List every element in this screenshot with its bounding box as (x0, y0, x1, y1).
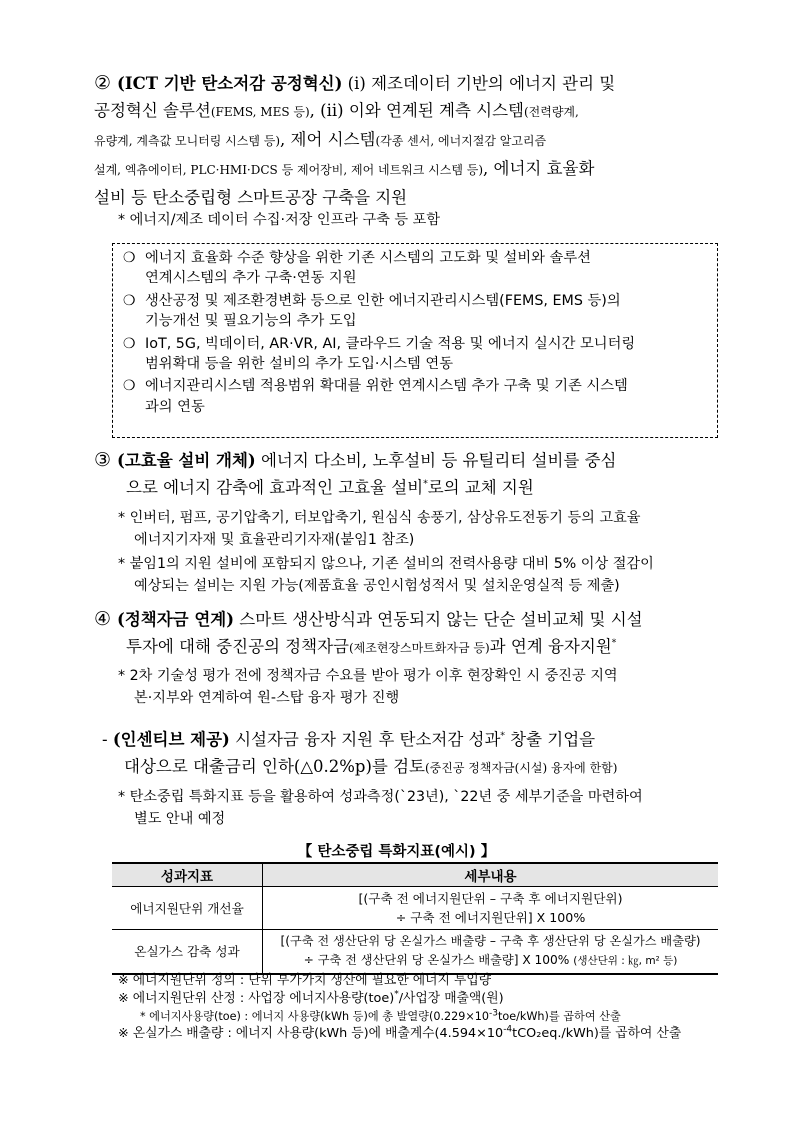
incentive-line2: 대상으로 대출금리 인하(△0.2%p)를 검토 (124, 757, 425, 776)
incentive-line1-end: 창출 기업을 (510, 730, 596, 749)
footnote-1: ※ 에너지원단위 정의 : 단위 부가가치 생산에 필요한 에너지 투입량 (118, 973, 492, 988)
item-3-section (94, 447, 718, 501)
footnote-4-b: tCO₂eq./kWh)를 곱하여 산출 (512, 1026, 682, 1041)
footnote-2-a: ※ 에너지원단위 산정 : 사업장 에너지사용량(toe) (118, 991, 395, 1006)
footnote-3-a: * 에너지사용량(toe) : 에너지 사용량(kWh 등)에 총 발열량(0.229×10 (140, 1010, 489, 1023)
item-2-line3-small: 유량계, 계측값 모니터링 시스템 등) (94, 134, 281, 148)
item-3-line2: 으로 에너지 감축에 효과적인 고효율 설비 (126, 478, 424, 497)
table-header: 세부내용 (263, 863, 719, 887)
item-2-line2-small: (FEMS, MES 등) (210, 105, 310, 119)
table-row (112, 887, 718, 930)
footnote-2 (118, 990, 504, 1007)
item-4-line2: 투자에 대해 중진공의 정책자금 (126, 637, 349, 656)
box-item (123, 376, 709, 417)
item-4-line2-rest: 과 연계 융자지원 (489, 637, 612, 656)
incentive-note (118, 787, 722, 830)
footnote-2-sup: * (394, 989, 399, 1000)
footnote-2-b: /사업장 매출액(원) (398, 991, 504, 1006)
item-2-line5: 설비 등 탄소중립형 스마트공장 구축을 지원 (94, 188, 408, 207)
incentive-footnote-mark: * (500, 731, 505, 742)
item-2-line3-rest: , 제어 시스템 (280, 130, 376, 149)
box-item-text: 범위확대 등을 위한 설비의 추가 도입·시스템 연동 (145, 355, 454, 372)
detail-line (263, 951, 718, 971)
footnote-4-a: ※ 온실가스 배출량 : 에너지 사용량(kWh 등)에 배출계수(4.594×10 (118, 1026, 504, 1041)
detail-line-main: ÷ 구축 전 생산단위 당 온실가스 배출량] X 100% (303, 953, 570, 967)
circle-bullet-icon: ❍ (123, 292, 136, 309)
item-4-title: (정책자금 연계) (117, 610, 235, 629)
item-4-note (118, 666, 722, 709)
incentive-title: (인센티브 제공) (112, 730, 230, 749)
incentive-line1: 시설자금 융자 지원 후 탄소저감 성과 (235, 730, 501, 749)
item-3-note-2-line1: * 붙임1의 지원 설비에 포함되지 않으나, 기존 설비의 전력사용량 대비 5% 이상 절감이 (118, 556, 654, 572)
box-item-text: 기능개선 및 필요기능의 추가 도입 (145, 313, 357, 330)
footnote-4-sup: -4 (503, 1024, 513, 1035)
box-item (123, 334, 709, 375)
box-item-text: 과의 연동 (145, 398, 205, 415)
item-4-footnote-mark: * (611, 638, 617, 649)
box-item-text: 에너지 효율화 수준 향상을 위한 기존 시스템의 고도화 및 설비와 솔루션 (145, 250, 591, 266)
item-2-line3-small2: (각종 센서, 에너지절감 알고리즘 (375, 134, 547, 148)
item-4-line1: 스마트 생산방식과 연동되지 않는 단순 설비교체 및 시설 (239, 610, 643, 629)
detail-line: [(구축 전 생산단위 당 온실가스 배출량 – 구축 후 생산단위 당 온실가스 배출량) (280, 934, 701, 948)
table-cell-indicator: 에너지원단위 개선율 (112, 887, 263, 930)
box-item-text: 생산공정 및 제조환경변화 등으로 인한 에너지관리시스템(FEMS, EMS 등)의 (145, 292, 621, 309)
detail-line: [(구축 전 에너지원단위 – 구축 후 에너지원단위) (358, 891, 623, 906)
table-cell-detail (263, 887, 719, 930)
box-item-text: IoT, 5G, 빅데이터, AR·VR, AI, 클라우드 기술 적용 및 에너지 실시간 모니터링 (145, 335, 636, 352)
box-item-text: 연계시스템의 추가 구축·연동 지원 (145, 270, 357, 287)
item-2-line4-rest: , 에너지 효율화 (483, 159, 595, 178)
circle-bullet-icon: ❍ (123, 335, 136, 352)
item-4-number: ④ (94, 608, 112, 630)
item-2-title: (ICT 기반 탄소저감 공정혁신) (117, 74, 343, 93)
detail-box (112, 243, 718, 438)
item-3-note-2 (118, 554, 722, 597)
table-header: 성과지표 (112, 863, 263, 887)
footnote-3-sup: -3 (489, 1008, 498, 1019)
item-3-note-1-line2: 에너지기자재 및 효율관리기자재(붙임1 참조) (134, 531, 415, 548)
item-2-line2-small2: (전력량계, (523, 105, 579, 119)
footnote-3-b: toe/kWh)를 곱하여 산출 (497, 1010, 621, 1023)
item-3-line2-end: 로의 교체 지원 (427, 478, 534, 497)
item-2-line2-rest: , (ii) 이와 연계된 계측 시스템 (309, 101, 524, 120)
item-4-note-line2: 본·지부와 연계하여 원-스탑 융자 평가 진행 (134, 689, 400, 706)
item-2-section (94, 70, 718, 211)
circle-bullet-icon: ❍ (123, 378, 136, 395)
incentive-line2-small: (중진공 정책자금(시설) 융자에 한함) (425, 761, 618, 775)
table-cell-indicator: 온실가스 감축 성과 (112, 930, 263, 975)
footnote-3 (140, 1008, 621, 1025)
item-4-section (94, 606, 718, 662)
item-3-note-2-line2: 예상되는 설비는 지원 가능(제품효율 공인시험성적서 및 설치운영실적 등 제출) (134, 577, 620, 594)
item-2-number: ② (94, 72, 112, 94)
detail-line-small: (생산단위 : ㎏, m² 등) (573, 955, 678, 967)
incentive-note-line2: 별도 안내 예정 (134, 810, 226, 827)
table-title: 【 탄소중립 특화지표(예시) 】 (297, 844, 496, 860)
item-2-line1: (i) 제조데이터 기반의 에너지 관리 및 (347, 74, 616, 93)
box-item (123, 248, 709, 289)
incentive-section (102, 726, 722, 782)
item-4-line2-small: (제조현장스마트화자금 등) (348, 641, 490, 655)
indicator-table (112, 862, 718, 975)
box-item (123, 291, 709, 332)
item-3-note-1-line1: * 인버터, 펌프, 공기압축기, 터보압축기, 원심식 송풍기, 삼상유도전동기 등의 고효율 (118, 510, 641, 526)
incentive-note-line1: * 탄소중립 특화지표 등을 활용하여 성과측정(`23년), `22년 중 세부기준을 마련하여 (118, 789, 643, 805)
footnote-4 (118, 1025, 681, 1042)
item-3-line1: 에너지 다소비, 노후설비 등 유틸리티 설비를 중심 (260, 451, 617, 470)
detail-line: ÷ 구축 전 에너지원단위] X 100% (395, 910, 586, 925)
item-3-title: (고효율 설비 개체) (117, 451, 256, 470)
box-item-text: 에너지관리시스템 적용범위 확대를 위한 연계시스템 추가 구축 및 기존 시스템 (145, 378, 628, 395)
item-2-line4-small: 설계, 엑츄에이터, PLC·HMI·DCS 등 제어장비, 제어 네트워크 시스템 등) (94, 163, 484, 177)
item-3-footnote-mark: * (423, 479, 428, 490)
item-4-note-line1: * 2차 기술성 평가 전에 정책자금 수요를 받아 평가 이후 현장확인 시 중진공 지역 (118, 668, 618, 684)
item-2-note: * 에너지/제조 데이터 수집·저장 인프라 구축 등 포함 (118, 212, 441, 228)
table-cell-detail (263, 930, 719, 975)
dash-bullet: - (102, 730, 108, 749)
item-2-line2: 공정혁신 솔루션 (94, 101, 211, 120)
item-3-note-1 (118, 508, 722, 551)
circle-bullet-icon: ❍ (123, 250, 136, 266)
table-row (112, 930, 718, 975)
item-3-number: ③ (94, 449, 112, 471)
table-header-row (112, 863, 718, 887)
